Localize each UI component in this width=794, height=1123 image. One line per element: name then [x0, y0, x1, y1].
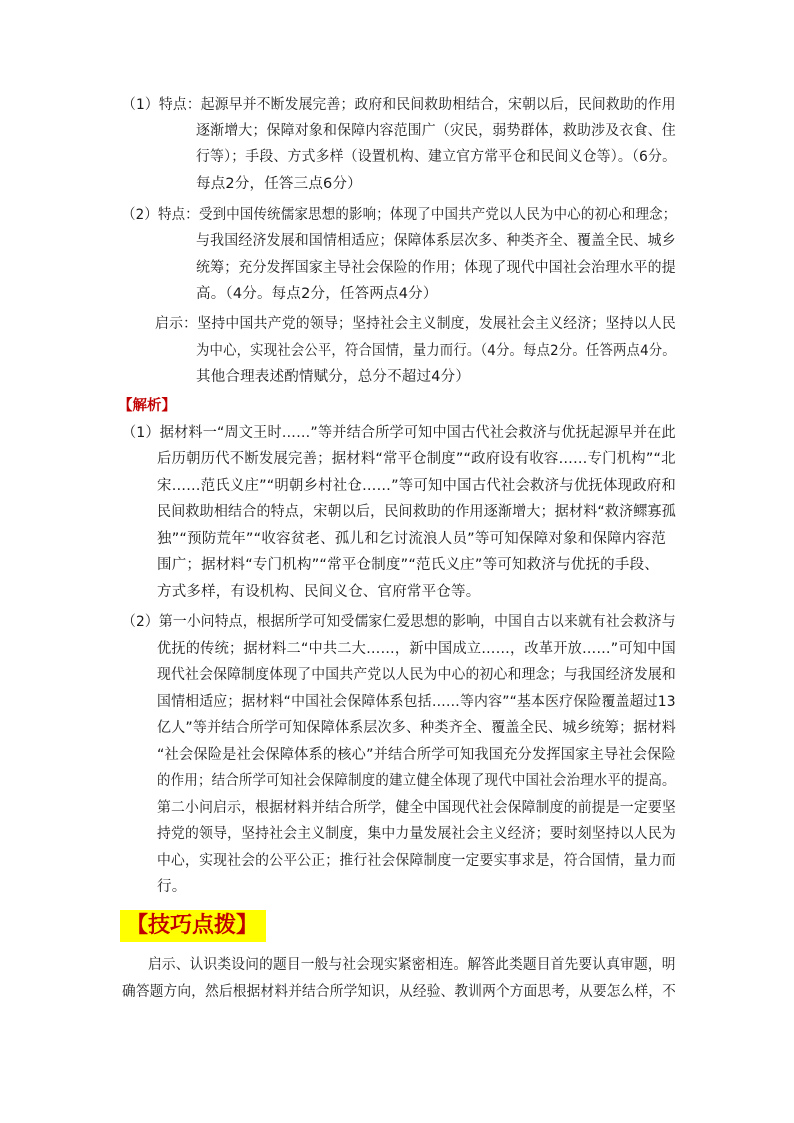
- analysis-p1-line: 独”“预防荒年”“收容贫老、孤儿和乞讨流浪人员”等可知保障对象和保障内容范: [157, 531, 666, 547]
- analysis-p2-line: 中心，实现社会的公平公正；推行社会保障制度一定要实事求是，符合国情，量力而: [157, 853, 676, 869]
- analysis-p1-line: 民间救助相结合的特点，宋朝以后，民间救助的作用逐渐增大；据材料“救济鳏寡孤: [157, 504, 676, 520]
- answer-q1-line: 每点2分，任答三点6分）: [196, 176, 362, 192]
- answer-q1-line: （1）特点：起源早并不断发展完善；政府和民间救助相结合，宋朝以后，民间救助的作用: [122, 97, 676, 113]
- analysis-p2-line: 行。: [157, 879, 187, 895]
- answer-q2-line: 与我国经济发展和国情相适应；保障体系层次多、种类齐全、覆盖全民、城乡: [196, 233, 676, 249]
- analysis-p1-line: 方式多样，有设机构、民间义仓、官府常平仓等。: [157, 584, 481, 600]
- analysis-p2-line: 亿人”等并结合所学可知保障体系层次多、种类齐全、覆盖全民、城乡统筹；据材料: [157, 720, 676, 736]
- analysis-p2-line: （2）第一小问特点，根据所学可知受儒家仁爱思想的影响，中国自古以来就有社会救济与: [122, 614, 676, 630]
- analysis-p2-line: “社会保险是社会保障体系的核心”并结合所学可知我国充分发挥国家主导社会保险: [157, 747, 676, 763]
- analysis-p2-line: 第二小问启示，根据材料并结合所学，健全中国现代社会保障制度的前提是一定要坚: [157, 800, 676, 816]
- analysis-p1-line: 宋……范氏义庄”“明朝乡村社仓……”等可知中国古代社会救济与优抚体现政府和: [157, 478, 676, 494]
- tips-line: 确答题方向，然后根据材料并结合所学知识，从经验、教训两个方面思考，从要怎么样，不: [122, 984, 676, 1000]
- analysis-p2-line: 的作用；结合所学可知社会保障制度的建立健全体现了现代中国社会治理水平的提高。: [157, 773, 676, 789]
- answer-q2-line: 高。（4分。每点2分，任答两点4分）: [196, 286, 438, 302]
- answer-insight-line: 启示：坚持中国共产党的领导；坚持社会主义制度，发展社会主义经济；坚持以人民: [155, 316, 676, 332]
- answer-q2-line: （2）特点：受到中国传统儒家思想的影响；体现了中国共产党以人民为中心的初心和理念；: [122, 207, 677, 223]
- analysis-p1-line: （1）据材料一“周文王时……”等并结合所学可知中国古代社会救济与优抚起源早并在此: [122, 425, 676, 441]
- answer-insight-line: 其他合理表述酌情赋分，总分不超过4分）: [196, 369, 471, 385]
- tips-banner: 【技巧点拨】: [120, 910, 266, 942]
- analysis-p1-line: 围广；据材料“专门机构”“常平仓制度”“范氏义庄”等可知救济与优抚的手段、: [157, 557, 659, 573]
- answer-insight-line: 为中心，实现社会公平，符合国情，量力而行。（4分。每点2分。任答两点4分。: [196, 343, 676, 359]
- analysis-p2-line: 持党的领导，坚持社会主义制度，集中力量发展社会主义经济；要时刻坚持以人民为: [157, 826, 676, 842]
- analysis-p2-line: 优抚的传统；据材料二“中共二大……，新中国成立……，改革开放……”可知中国: [157, 641, 676, 657]
- answer-q1-line: 行等）；手段、方式多样（设置机构、建立官方常平仓和民间义仓等）。（6分。: [196, 149, 677, 165]
- answer-q1-line: 逐渐增大；保障对象和保障内容范围广（灾民，弱势群体，救助涉及衣食、住: [196, 123, 676, 139]
- analysis-p2-line: 国情相适应；据材料“中国社会保障体系包括……等内容”“基本医疗保险覆盖超过13: [157, 694, 676, 710]
- analysis-p1-line: 后历朝历代不断发展完善；据材料“常平仓制度”“政府设有收容……专门机构”“北: [157, 451, 676, 467]
- analysis-p2-line: 现代社会保障制度体现了中国共产党以人民为中心的初心和理念；与我国经济发展和: [157, 667, 676, 683]
- tips-line: 启示、认识类设问的题目一般与社会现实紧密相连。解答此类题目首先要认真审题，明: [148, 957, 676, 973]
- answer-q2-line: 统筹；充分发挥国家主导社会保险的作用；体现了现代中国社会治理水平的提: [196, 260, 676, 276]
- analysis-header: 【解析】: [118, 398, 176, 414]
